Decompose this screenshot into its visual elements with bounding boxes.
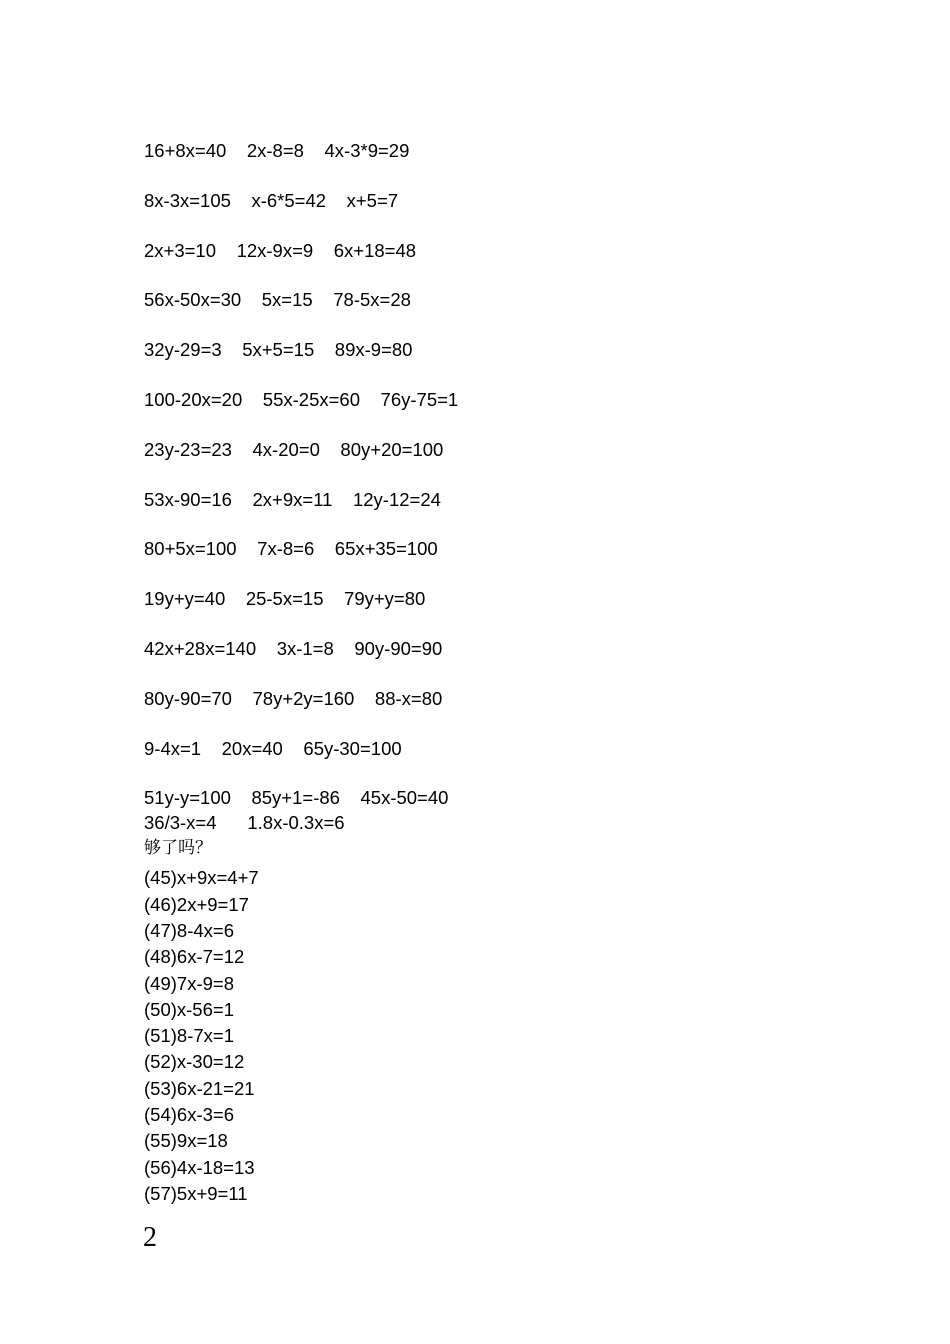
equation-list — [144, 140, 458, 1207]
equation-row: 19y+y=40 25-5x=15 79y+y=80 — [144, 588, 426, 610]
numbered-equation: (54)6x-3=6 — [144, 1104, 234, 1126]
numbered-equation: (52)x-30=12 — [144, 1051, 245, 1073]
numbered-equation: (47)8-4x=6 — [144, 919, 234, 941]
numbered-equation: (51)8-7x=1 — [144, 1025, 234, 1047]
equation-row: 2x+3=10 12x-9x=9 6x+18=48 — [144, 239, 417, 261]
numbered-equation: (53)6x-21=21 — [144, 1077, 255, 1099]
numbered-equation: (57)5x+9=11 — [144, 1182, 248, 1204]
numbered-equation: (50)x-56=1 — [144, 998, 234, 1020]
numbered-equation: (46)2x+9=17 — [144, 893, 249, 915]
numbered-equation: (48)6x-7=12 — [144, 946, 245, 968]
equation-row: 100-20x=20 55x-25x=60 76y-75=1 — [144, 388, 459, 410]
equation-row: 80+5x=100 7x-8=6 65x+35=100 — [144, 538, 438, 560]
equation-row: 42x+28x=140 3x-1=8 90y-90=90 — [144, 637, 443, 659]
equation-row: 51y-y=100 85y+1=-86 45x-50=40 — [144, 787, 449, 809]
numbered-equation: (56)4x-18=13 — [144, 1156, 255, 1178]
equation-row: 23y-23=23 4x-20=0 80y+20=100 — [144, 438, 444, 460]
numbered-equation: (55)9x=18 — [144, 1130, 228, 1152]
equation-row: 80y-90=70 78y+2y=160 88-x=80 — [144, 687, 443, 709]
equation-row: 53x-90=16 2x+9x=11 12y-12=24 — [144, 488, 441, 510]
equation-row: 32y-29=3 5x+5=15 89x-9=80 — [144, 339, 413, 361]
equation-row: 16+8x=40 2x-8=8 4x-3*9=29 — [144, 140, 410, 161]
equation-row: 9-4x=1 20x=40 65y-30=100 — [144, 737, 402, 759]
numbered-equation: (45)x+9x=4+7 — [144, 867, 259, 889]
equation-row: 36/3-x=4 1.8x-0.3x=6 — [144, 812, 345, 834]
numbered-equation: (49)7x-9=8 — [144, 972, 234, 994]
page-number: 2 — [143, 1222, 157, 1253]
equation-row: 56x-50x=30 5x=15 78-5x=28 — [144, 289, 411, 311]
equation-row: 8x-3x=105 x-6*5=42 x+5=7 — [144, 189, 399, 211]
note-text: 够了吗？ — [144, 838, 212, 859]
